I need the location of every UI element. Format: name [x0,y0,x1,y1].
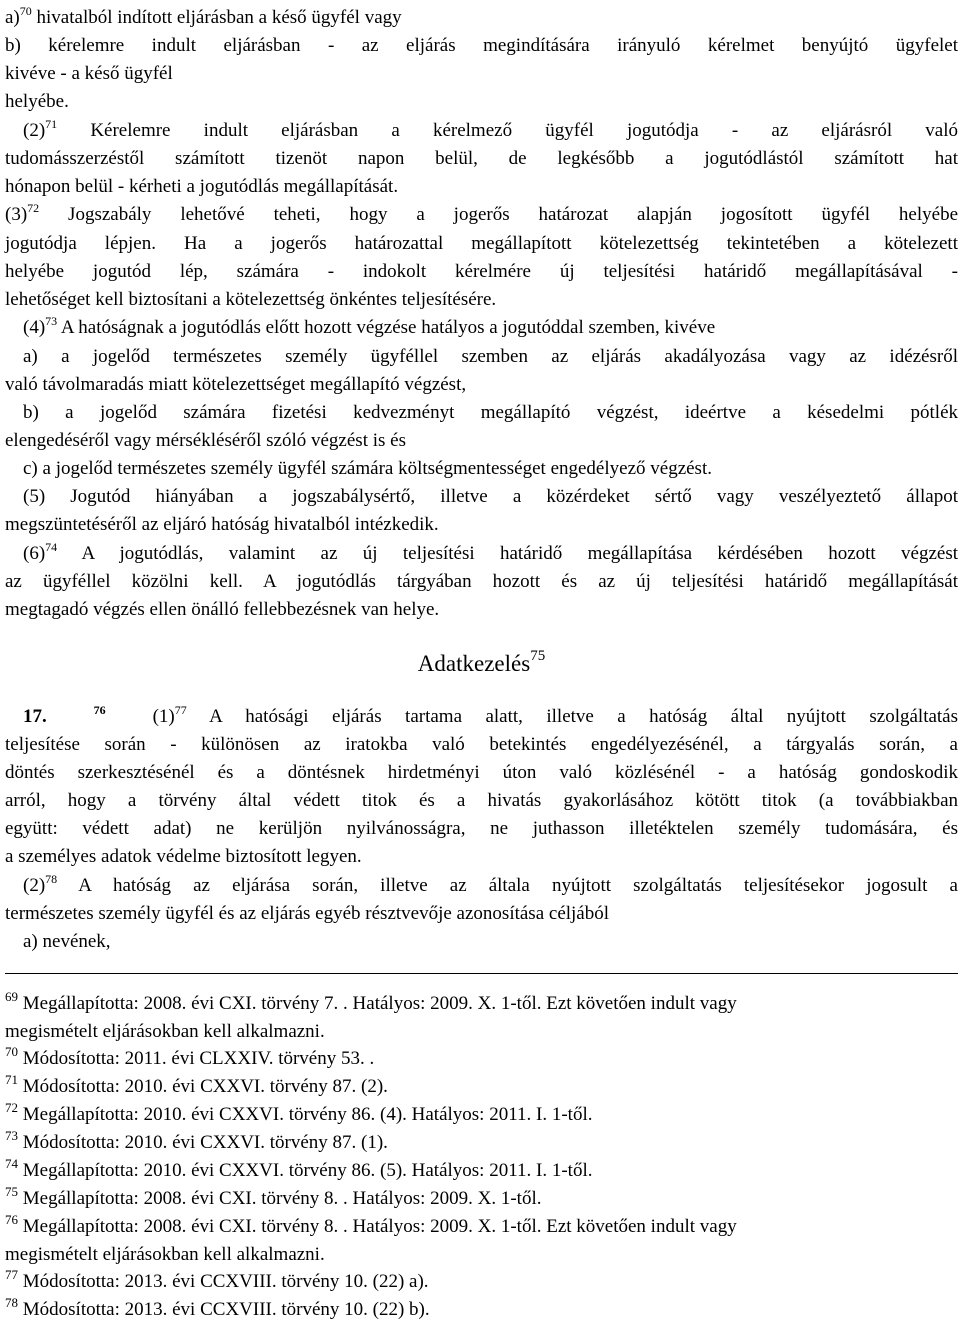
body-line: lehetőséget kell biztosítani a kötelezettség önkéntes teljesítésére. [5,289,497,310]
body-line: a) a jogelőd természetes személy ügyféllel szemben az eljárás akadályozása vagy az idézésről [23,346,958,367]
body-line: a személyes adatok védelme biztosított legyen. [5,846,362,867]
footnote: $^{76}$ Megállapította: 2008. évi CXI. törvény 8. . Hatályos: 2009. X. 1-től. Ezt követően indult vagy [5,1212,737,1237]
body-line: a) nevének, [23,931,111,952]
body-line: b) kérelemre indult eljárásban - az eljárás megindítására irányuló kérelmet benyújtó ügyfelet [5,35,958,56]
footnote-ref[interactable]: 70 [19,4,32,18]
footnote-ref[interactable]: 76 [93,703,106,717]
footnote: $^{73}$ Módosította: 2010. évi CXXVI. törvény 87. (1). [5,1128,388,1153]
body-line: b) a jogelőd számára fizetési kedvezményt megállapító végzést, ideértve a késedelmi pótlék [23,402,958,423]
body-line: tudomásszerzéstől számított tizenöt napon belül, de legkésőbb a jogutódlástól számított hat [5,148,958,169]
body-line: az ügyféllel közölni kell. A jogutódlás tárgyában hozott és az új teljesítési határidő megállapítását [5,571,958,592]
body-line: $(3)^{72}$ Jogszabály lehetővé teheti, hogy a jogerős határozat alapján jogosított ügyfél helyébe [5,201,958,225]
body-line: kivéve - a késő ügyfél [5,63,173,84]
body-line: együtt: védett adat) ne kerüljön nyilvánosságra, ne juthasson illetéktelen személy tudomására, és [5,818,958,839]
body-line: helyébe. [5,91,69,112]
footnote: $^{69}$ Megállapította: 2008. évi CXI. törvény 7. . Hatályos: 2009. X. 1-től. Ezt követően indult vagy [5,989,737,1014]
body-line: való távolmaradás miatt kötelezettséget megállapító végzést, [5,374,467,395]
body-line: $(2)^{78}$ A hatóság az eljárása során, illetve az általa nyújtott szolgáltatás teljesítésekor jogosult a [23,872,958,896]
footnote-ref[interactable]: 73 [45,314,58,328]
section-number: 17. [23,706,47,727]
footnote-ref[interactable]: 72 [27,201,40,215]
footnote-ref[interactable]: 71 [45,117,58,131]
body-line: arról, hogy a törvény által védett titok és a hivatás gyakorlásához kötött titok (a továbbiakban [5,790,958,811]
section-first-line: 17. $^{76}$ $(1)^{77}$ A hatósági eljárás tartama alatt, illetve a hatóság által nyújtott szolgáltatás [23,703,959,727]
body-line: (5) Jogutód hiányában a jogszabálysértő, illetve a közérdeket sértő vagy veszélyeztető állapot [23,486,958,507]
body-line: helyébe jogutód lép, számára - indokolt kérelmére új teljesítési határidő megállapításával - [5,261,958,282]
body-line: elengedéséről vagy mérsékléséről szóló végzést is és [5,430,406,451]
footnote: $^{75}$ Megállapította: 2008. évi CXI. törvény 8. . Hatályos: 2009. X. 1-től. [5,1184,542,1209]
footnote: $^{72}$ Megállapította: 2010. évi CXXVI. törvény 86. (4). Hatályos: 2011. I. 1-től. [5,1100,593,1125]
body-line: a)$^{70}$ hivatalból indított eljárásban a késő ügyfél vagy [5,4,402,28]
body-line: természetes személy ügyfél és az eljárás egyéb résztvevője azonosítása céljából [5,903,610,924]
body-line: $(2)^{71}$ Kérelemre indult eljárásban a kérelmező ügyfél jogutódja - az eljárásról való [23,117,958,141]
footnote-continuation: megismételt eljárásokban kell alkalmazni. [5,1021,325,1042]
footnote: $^{70}$ Módosította: 2011. évi CLXXIV. törvény 53. . [5,1044,375,1069]
footnote-ref[interactable]: 74 [45,540,58,554]
body-line: döntés szerkesztésénél és a döntésnek hirdetményi úton való közlésénél - a hatóság gondoskodik [5,762,958,783]
body-line: $(4)^{73}$ A hatóságnak a jogutódlás előtt hozott végzése hatályos a jogutóddal szemben, kivéve [23,314,716,338]
body-line: megszüntetéséről az eljáró hatóság hivatalból intézkedik. [5,514,439,535]
footnote: $^{74}$ Megállapította: 2010. évi CXXVI. törvény 86. (5). Hatályos: 2011. I. 1-től. [5,1156,593,1181]
footnote-separator [5,973,958,974]
footnote-ref[interactable]: 77 [174,703,187,717]
body-line: $(6)^{74}$ A jogutódlás, valamint az új teljesítési határidő megállapítása kérdésében hozott végzést [23,540,958,564]
body-line: jogutódja lépjen. Ha a jogerős határozattal megállapított kötelezettség tekintetében a kötelezett [5,233,958,254]
footnote: $^{78}$ Módosította: 2013. évi CCXVIII. törvény 10. (22) b). [5,1295,430,1320]
footnote-ref[interactable]: 75 [530,648,546,664]
body-line: c) a jogelőd természetes személy ügyfél számára költségmentességet engedélyező végzést. [23,458,712,479]
footnote: $^{77}$ Módosította: 2013. évi CCXVIII. törvény 10. (22) a). [5,1267,429,1292]
body-line: teljesítése során - különösen az iratokba való betekintés engedélyezésénél, a tárgyalás során, a [5,734,958,755]
body-line: megtagadó végzés ellen önálló fellebbezésnek van helye. [5,599,440,620]
footnote: $^{71}$ Módosította: 2010. évi CXXVI. törvény 87. (2). [5,1072,388,1097]
footnote-continuation: megismételt eljárásokban kell alkalmazni. [5,1244,325,1265]
section-heading: Adatkezelés$^{75}$ [417,648,546,676]
footnote-ref[interactable]: 78 [45,872,58,886]
body-line: hónapon belül - kérheti a jogutódlás megállapítását. [5,176,399,197]
